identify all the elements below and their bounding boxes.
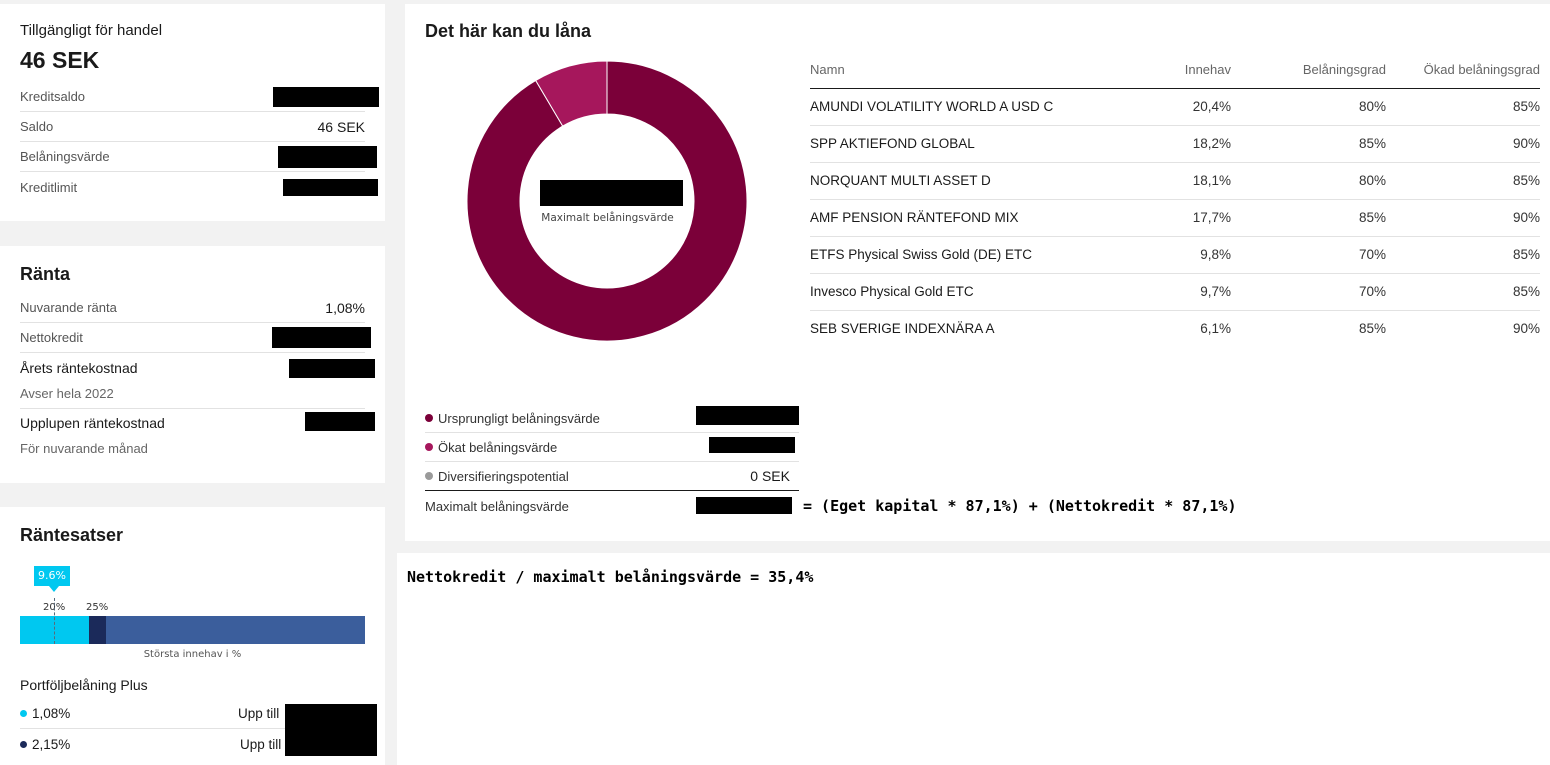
- holding-name: AMF PENSION RÄNTEFOND MIX: [810, 199, 1111, 236]
- rates-card: [0, 507, 385, 765]
- holding-ltv-plus: 85%: [1386, 273, 1540, 310]
- legend-original-redacted: [696, 406, 799, 425]
- col-ltv: Belåningsgrad: [1231, 52, 1386, 88]
- kreditsaldo-label: Kreditsaldo: [20, 89, 86, 104]
- kreditlimit-redacted: [283, 179, 378, 196]
- holding-share: 20,4%: [1111, 88, 1231, 125]
- tier1-label: Upp till: [238, 706, 280, 721]
- tier1-dot-icon: [20, 710, 27, 717]
- holding-share: 6,1%: [1200, 321, 1231, 337]
- interest-card: [0, 246, 385, 483]
- holding-share: 9,7%: [1111, 273, 1231, 310]
- legend-diversification-label: Diversifieringspotential: [438, 468, 569, 484]
- holding-name: SEB SVERIGE INDEXNÄRA A: [810, 321, 995, 337]
- rate-bar-caption: Största innehav i %: [143, 649, 242, 660]
- divider: [20, 408, 365, 409]
- holding-ltv-plus: 85%: [1386, 88, 1540, 125]
- table-row: [810, 125, 1540, 162]
- belaningsvarde-label: Belåningsvärde: [20, 149, 110, 164]
- table-row: [810, 310, 1540, 347]
- holding-ltv: 80%: [1231, 88, 1386, 125]
- holding-ltv-plus: 90%: [1386, 125, 1540, 162]
- rate-bar-tier2: [89, 616, 106, 644]
- holding-ltv-plus: 85%: [1386, 162, 1540, 199]
- formula-note: = (Eget kapital * 87,1%) + (Nettokredit * 87,1%): [803, 497, 1237, 515]
- table-row: [810, 88, 1540, 125]
- holding-name: Invesco Physical Gold ETC: [810, 273, 1111, 310]
- holding-ltv: 80%: [1231, 162, 1386, 199]
- holding-name: AMUNDI VOLATILITY WORLD A USD C: [810, 88, 1111, 125]
- legend-diversification-value: 0 SEK: [750, 468, 790, 484]
- holding-ltv: 85%: [1358, 321, 1386, 337]
- year-cost-label: Årets räntekostnad: [20, 360, 138, 376]
- rate-marker-badge: [34, 566, 70, 586]
- col-name: Namn: [810, 52, 1111, 88]
- rate-bar: [20, 616, 365, 644]
- legend-diversification: [425, 462, 799, 491]
- available-card: [0, 4, 385, 221]
- holding-share: 18,2%: [1111, 125, 1231, 162]
- net-credit-label: Nettokredit: [20, 330, 83, 345]
- interest-title: Ränta: [20, 264, 71, 284]
- belaningsvarde-redacted: [278, 146, 377, 168]
- saldo-row: [20, 112, 365, 142]
- holdings-table: [810, 52, 1540, 347]
- table-row: [810, 236, 1540, 273]
- accrued-sub: För nuvarande månad: [20, 441, 148, 456]
- current-rate-value: 1,08%: [325, 299, 365, 316]
- holding-ltv-plus: 85%: [1386, 236, 1540, 273]
- available-title: Tillgängligt för handel: [20, 22, 163, 39]
- current-rate-row: [20, 293, 365, 323]
- tier2-redacted: [285, 734, 377, 756]
- holding-ltv-plus: 90%: [1386, 199, 1540, 236]
- saldo-label: Saldo: [20, 119, 54, 134]
- legend-original-label: Ursprungligt belåningsvärde: [438, 410, 600, 426]
- original-dot-icon: [425, 414, 433, 422]
- holding-share: 9,8%: [1111, 236, 1231, 273]
- tier1-rate: 1,08%: [32, 706, 71, 721]
- holding-name: NORQUANT MULTI ASSET D: [810, 162, 1111, 199]
- rate-marker-label: 9.6%: [38, 569, 66, 582]
- tick-25-label: 25%: [86, 602, 109, 613]
- col-ltv-plus: Ökad belåningsgrad: [1386, 52, 1540, 88]
- holding-ltv: 70%: [1231, 273, 1386, 310]
- current-rate-label: Nuvarande ränta: [20, 300, 117, 315]
- year-cost-sub: Avser hela 2022: [20, 386, 114, 401]
- holding-name: ETFS Physical Swiss Gold (DE) ETC: [810, 236, 1111, 273]
- col-holding: Innehav: [1111, 52, 1231, 88]
- rate-marker-line: [54, 598, 55, 644]
- rates-title: Räntesatser: [20, 525, 124, 545]
- table-row: [810, 162, 1540, 199]
- holding-ltv: 70%: [1231, 236, 1386, 273]
- tier2-rate: 2,15%: [32, 736, 71, 752]
- holding-ltv: 85%: [1231, 199, 1386, 236]
- net-credit-redacted: [272, 327, 371, 348]
- kreditsaldo-redacted: [273, 87, 379, 107]
- ratio-note: Nettokredit / maximalt belåningsvärde = 35,4%: [407, 568, 814, 586]
- table-row: [810, 273, 1540, 310]
- plus-title: Portföljbelåning Plus: [20, 677, 148, 693]
- accrued-redacted: [305, 412, 375, 431]
- holding-share: 18,1%: [1111, 162, 1231, 199]
- loan-title: Det här kan du låna: [425, 21, 592, 41]
- kreditlimit-label: Kreditlimit: [20, 179, 78, 195]
- accrued-label: Upplupen räntekostnad: [20, 415, 165, 431]
- tick-20-label: 20%: [43, 602, 66, 613]
- saldo-value: 46 SEK: [317, 118, 365, 135]
- table-row: [810, 199, 1540, 236]
- year-cost-redacted: [289, 359, 375, 378]
- increased-dot-icon: [425, 443, 433, 451]
- holding-ltv-plus: 90%: [1512, 321, 1540, 337]
- donut-center-redacted: [540, 180, 683, 206]
- holding-share: 17,7%: [1111, 199, 1231, 236]
- max-value-redacted: [696, 497, 792, 514]
- holding-ltv: 85%: [1231, 125, 1386, 162]
- table-header-row: [810, 52, 1540, 88]
- donut-caption: Maximalt belåningsvärde: [541, 212, 674, 224]
- legend-increased-redacted: [709, 437, 795, 453]
- diversification-dot-icon: [425, 472, 433, 480]
- max-value-label: Maximalt belåningsvärde: [425, 499, 569, 514]
- tier2-label: Upp till: [240, 736, 282, 752]
- rate-marker-pointer: [49, 586, 59, 592]
- holding-name: SPP AKTIEFOND GLOBAL: [810, 125, 1111, 162]
- legend-increased-label: Ökat belåningsvärde: [438, 439, 558, 455]
- available-amount: 46 SEK: [20, 47, 100, 73]
- tier2-dot-icon: [20, 741, 27, 748]
